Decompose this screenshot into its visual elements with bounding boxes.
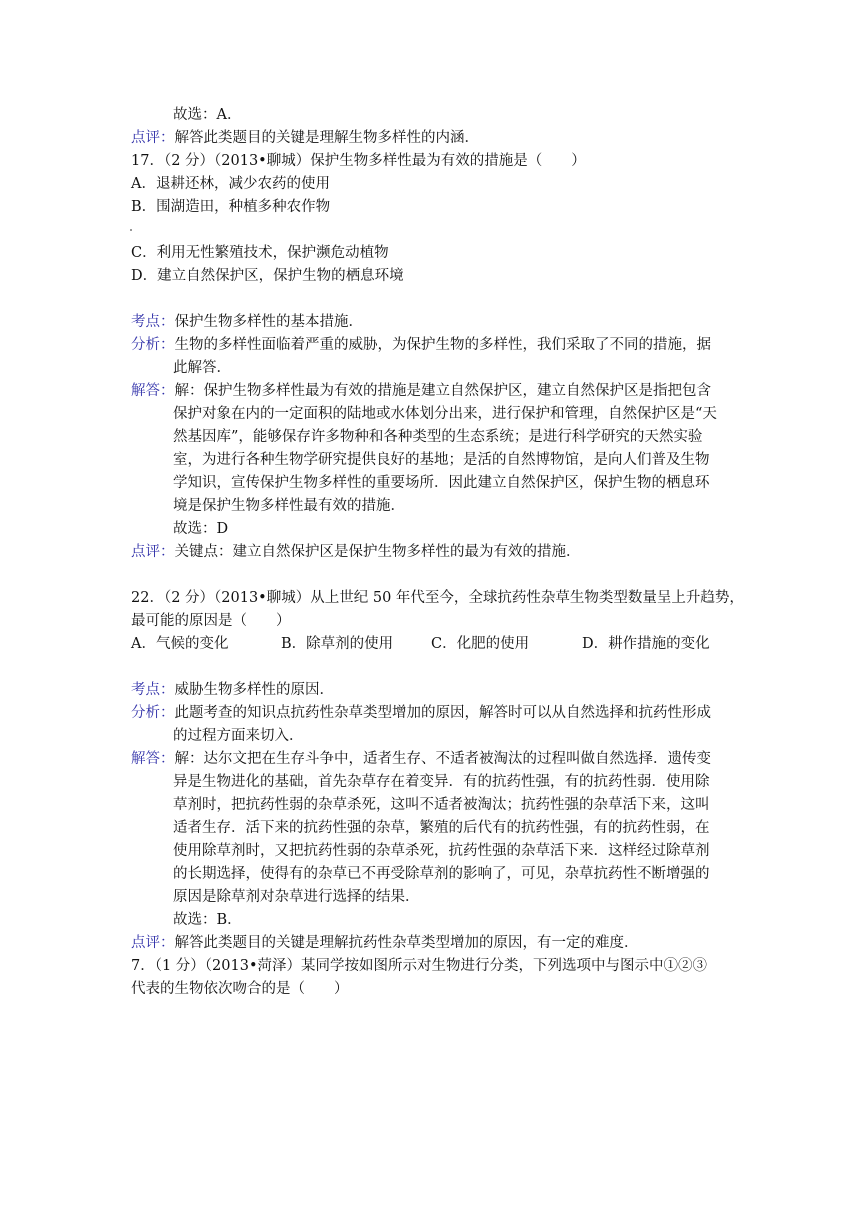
analysis-line bbox=[131, 703, 711, 723]
solution-line-cont: 适者生存．活下来的抗药性强的杂草，繁殖的后代有的抗药性强，有的抗药性弱，在 bbox=[173, 820, 710, 836]
solution-text: 解：达尔文把在生存斗争中，适者生存、不适者被淘汰的过程叫做自然选择．遗传变 bbox=[174, 751, 711, 767]
solution-line-cont: 然基因库”，能够保存许多物种和各种类型的生态系统；是进行科学研究的天然实验 bbox=[173, 429, 703, 445]
knowledge-point-text: 保护生物多样性的基本措施． bbox=[174, 314, 363, 330]
comment-label: 点评： bbox=[131, 935, 175, 951]
answer-line: 故选：B． bbox=[173, 912, 242, 928]
question-7-stem: 7．（1 分）（2013•菏泽）某同学按如图所示对生物进行分类，下列选项中与图示中①②③ bbox=[131, 958, 708, 974]
option-a: A．气候的变化 bbox=[131, 636, 229, 652]
analysis-text: 生物的多样性面临着严重的威胁，为保护生物的多样性，我们采取了不同的措施，据 bbox=[174, 337, 711, 353]
analysis-text: 此题考查的知识点抗药性杂草类型增加的原因，解答时可以从自然选择和抗药性形成 bbox=[174, 705, 711, 721]
analysis-line bbox=[131, 335, 711, 355]
question-7-stem-cont: 代表的生物依次吻合的是（ ） bbox=[131, 981, 349, 997]
comment-text: 解答此类题目的关键是理解抗药性杂草类型增加的原因，有一定的难度． bbox=[174, 935, 639, 951]
solution-line-cont: 草剂时，把抗药性弱的杂草杀死，这叫不适者被淘汰；抗药性强的杂草活下来，这叫 bbox=[173, 797, 710, 813]
knowledge-point-text: 威胁生物多样性的原因． bbox=[174, 682, 334, 698]
option-a: A．退耕还林，减少农药的使用 bbox=[131, 176, 330, 192]
solution-line bbox=[131, 749, 711, 769]
question-17-stem: 17．（2 分）（2013•聊城）保护生物多样性最为有效的措施是（ ） bbox=[131, 153, 586, 169]
option-c: C．化肥的使用 bbox=[431, 636, 530, 652]
solution-line-cont: 境是保护生物多样性最有效的措施． bbox=[173, 498, 405, 514]
solution-label: 解答： bbox=[131, 383, 175, 399]
comment-line bbox=[131, 933, 639, 953]
analysis-label: 分析： bbox=[131, 337, 175, 353]
comment-text: 关键点：建立自然保护区是保护生物多样性的最为有效的措施． bbox=[174, 544, 581, 560]
option-d: D．建立自然保护区，保护生物的栖息环境 bbox=[131, 268, 404, 284]
comment-line bbox=[131, 542, 581, 562]
question-22-stem: 22．（2 分）（2013•聊城）从上世纪 50 年代至今，全球抗药性杂草生物类型数量呈上升趋势， bbox=[131, 590, 744, 606]
comment-label: 点评： bbox=[131, 544, 175, 560]
analysis-line-cont: 此解答． bbox=[173, 360, 231, 376]
analysis-label: 分析： bbox=[131, 705, 175, 721]
solution-line-cont: 原因是除草剂对杂草进行选择的结果． bbox=[173, 889, 420, 905]
option-b: B．除草剂的使用 bbox=[281, 636, 394, 652]
option-d: D．耕作措施的变化 bbox=[582, 636, 710, 652]
comment-label: 点评： bbox=[131, 130, 175, 146]
solution-line bbox=[131, 381, 711, 401]
solution-line-cont: 的长期选择，使得有的杂草已不再受除草剂的影响了，可见，杂草抗药性不断增强的 bbox=[173, 866, 710, 882]
analysis-line-cont: 的过程方面来切入． bbox=[173, 728, 304, 744]
answer-line: 故选：A． bbox=[173, 107, 242, 123]
question-22-stem-cont: 最可能的原因是（ ） bbox=[131, 613, 291, 629]
solution-text: 解：保护生物多样性最为有效的措施是建立自然保护区，建立自然保护区是指把包含 bbox=[174, 383, 711, 399]
answer-line: 故选：D bbox=[173, 521, 229, 537]
knowledge-point-line bbox=[131, 312, 363, 332]
knowledge-point-line bbox=[131, 680, 334, 700]
stray-dot bbox=[130, 229, 132, 231]
comment-text: 解答此类题目的关键是理解生物多样性的内涵． bbox=[174, 130, 479, 146]
solution-line-cont: 学知识，宣传保护生物多样性的重要场所．因此建立自然保护区，保护生物的栖息环 bbox=[173, 475, 710, 491]
option-c: C．利用无性繁殖技术，保护濒危动植物 bbox=[131, 245, 389, 261]
solution-line-cont: 异是生物进化的基础，首先杂草存在着变异．有的抗药性强，有的抗药性弱．使用除 bbox=[173, 774, 710, 790]
comment-line bbox=[131, 128, 479, 148]
solution-line-cont: 保护对象在内的一定面积的陆地或水体划分出来，进行保护和管理，自然保护区是“天 bbox=[173, 406, 717, 422]
solution-line-cont: 使用除草剂时，又把抗药性弱的杂草杀死，抗药性强的杂草活下来．这样经过除草剂 bbox=[173, 843, 710, 859]
solution-line-cont: 室，为进行各种生物学研究提供良好的基地；是活的自然博物馆，是向人们普及生物 bbox=[173, 452, 710, 468]
knowledge-point-label: 考点： bbox=[131, 682, 175, 698]
option-b: B．围湖造田，种植多种农作物 bbox=[131, 199, 331, 215]
knowledge-point-label: 考点： bbox=[131, 314, 175, 330]
solution-label: 解答： bbox=[131, 751, 175, 767]
